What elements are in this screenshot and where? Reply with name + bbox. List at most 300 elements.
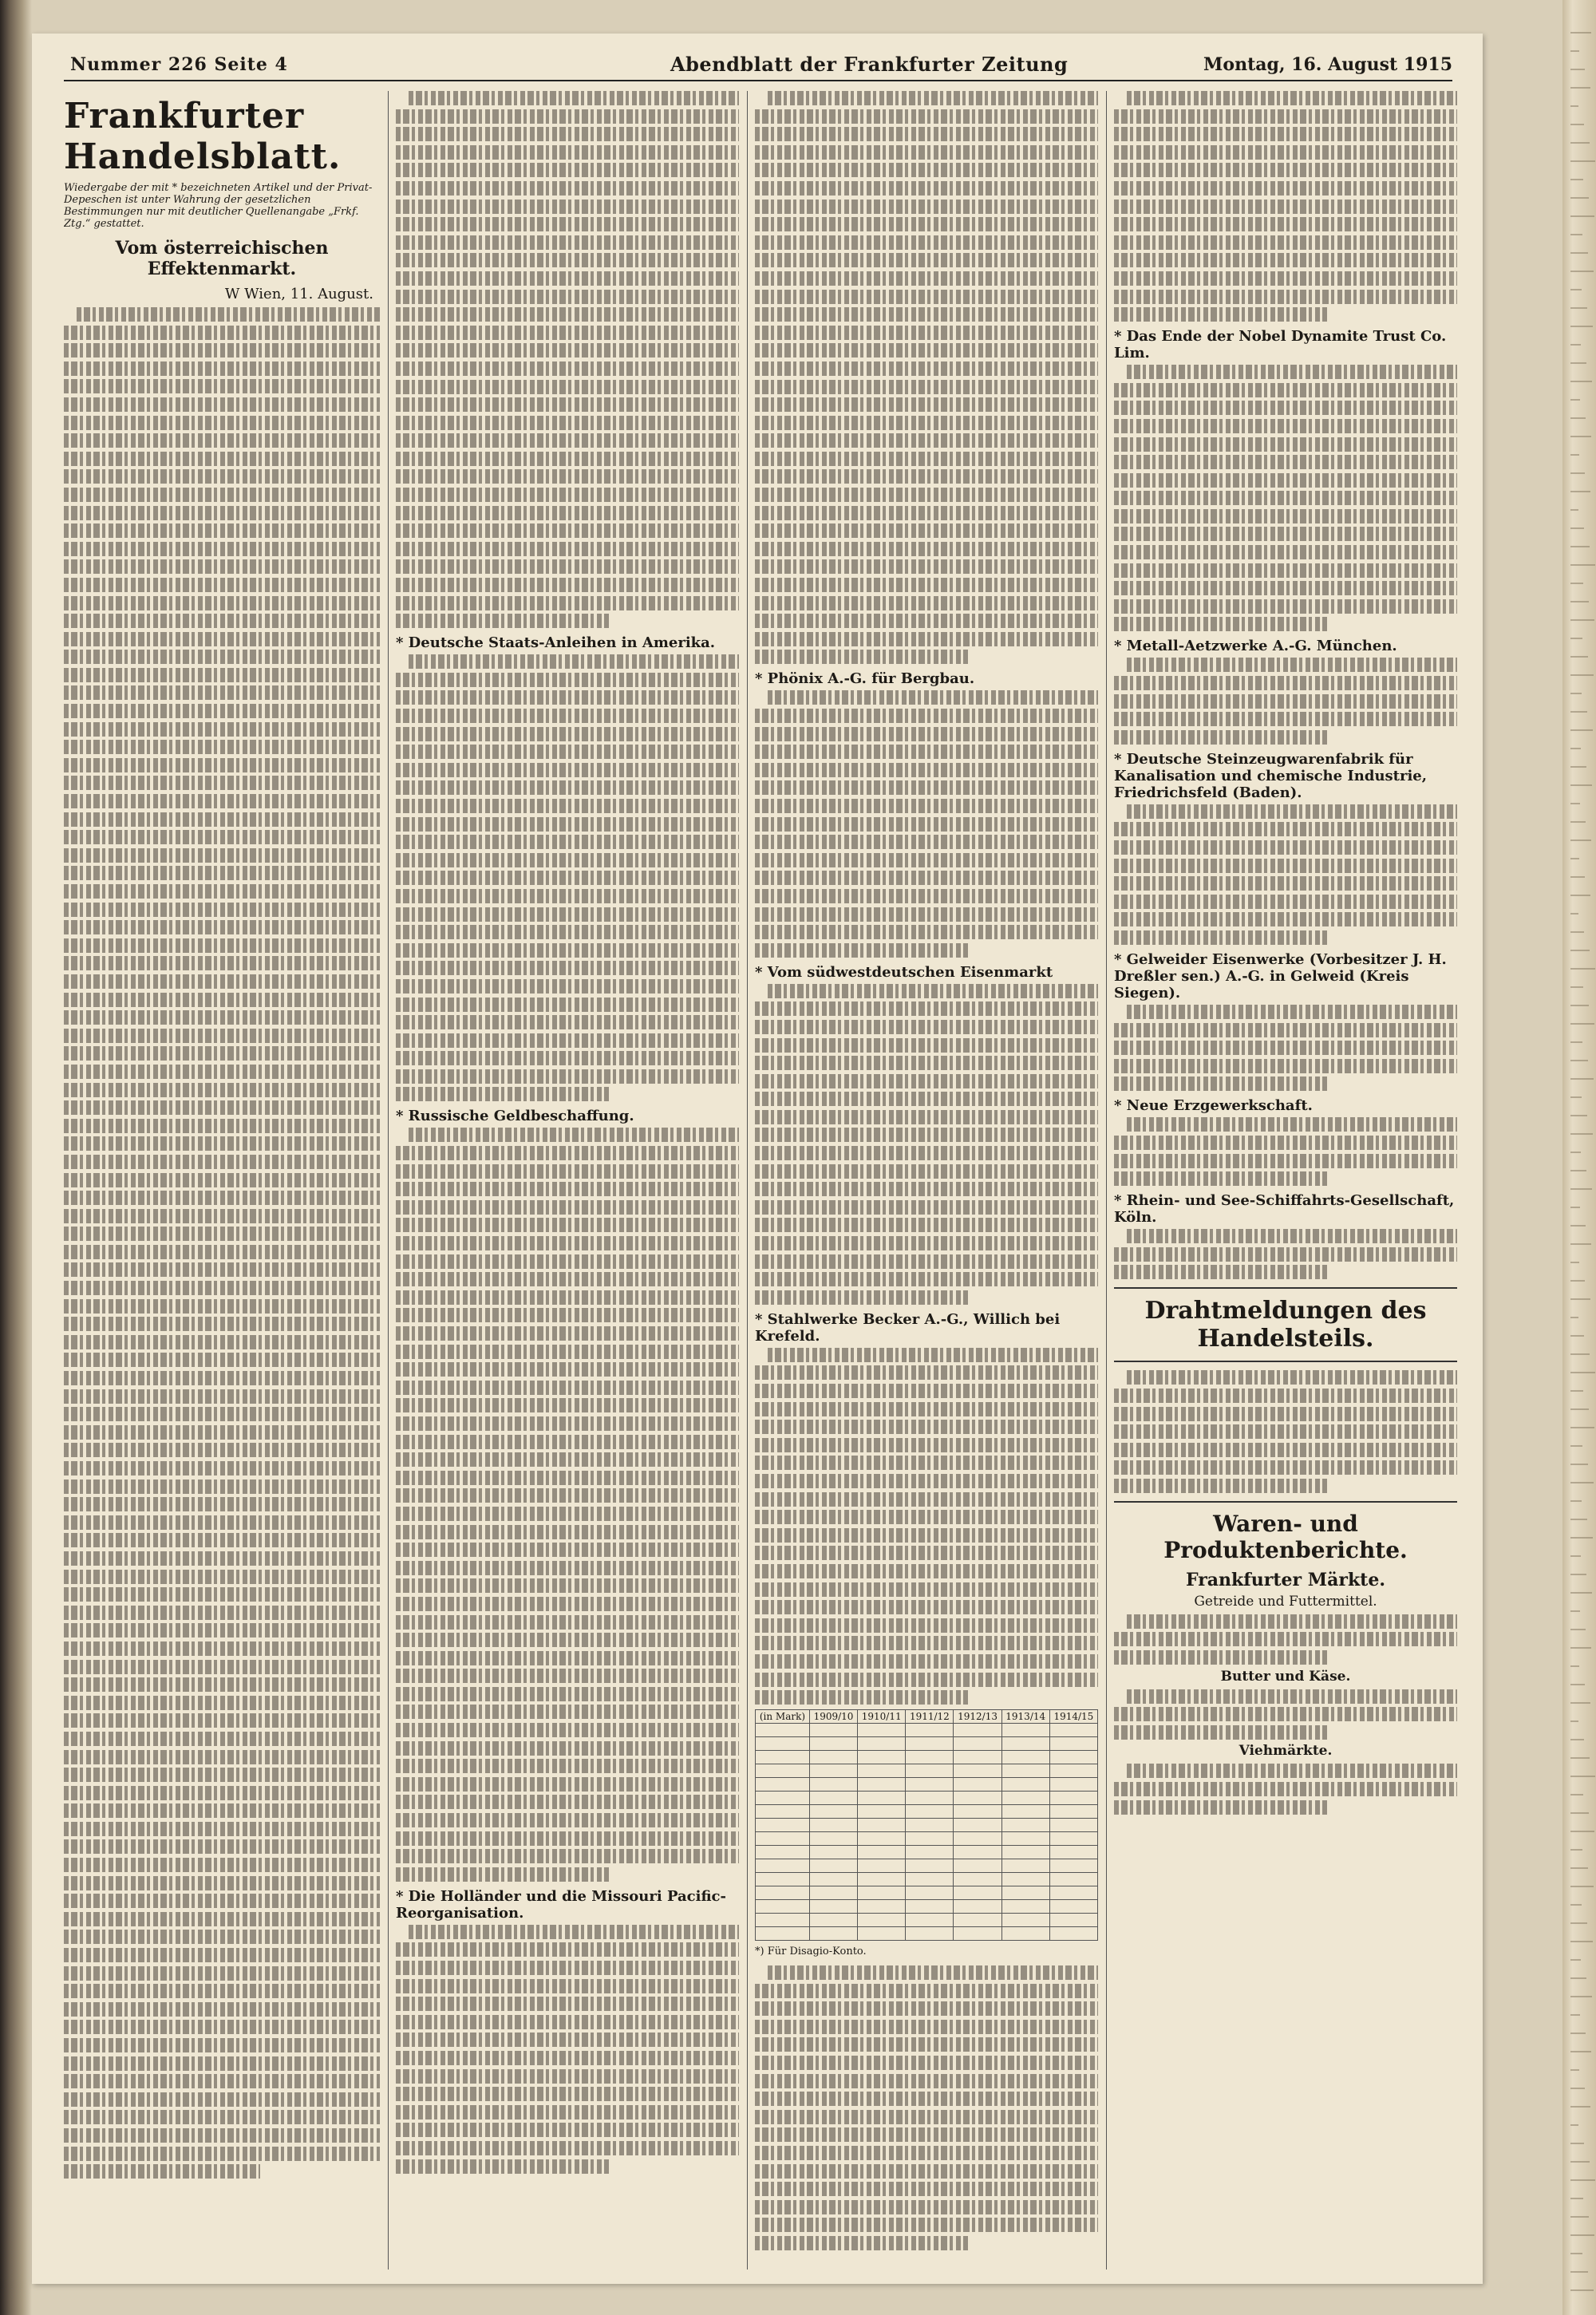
text-line <box>755 943 968 958</box>
text-line <box>396 416 739 430</box>
text-line <box>64 2074 380 2088</box>
adjacent-page-text-line <box>1570 234 1582 235</box>
adjacent-page-text-line <box>1570 674 1594 676</box>
text-line <box>396 326 739 340</box>
text-line <box>64 1894 380 1908</box>
adjacent-page-text-line <box>1570 1390 1583 1392</box>
text-line <box>64 1515 380 1530</box>
text-line <box>755 1984 1098 1998</box>
reprint-note: Wiedergabe der mit * bezeichneten Artikel und der Privat-Depeschen ist unter Wahrung der gesetzlichen Bestimmungen nur mit deutlicher Quellenangabe „Frkf. Ztg.“ gestattet. <box>64 182 373 230</box>
column-rule <box>1106 91 1107 2270</box>
adjacent-page-text-line <box>1570 1280 1585 1282</box>
adjacent-page-text-line <box>1570 160 1595 162</box>
text-line <box>1114 527 1457 541</box>
adjacent-page-text-line <box>1570 50 1579 52</box>
text-line <box>1127 1229 1457 1243</box>
text-line <box>1114 253 1457 267</box>
text-line <box>768 1348 1098 1362</box>
text-line <box>755 1038 1098 1053</box>
text-line <box>396 1961 739 1975</box>
text-line <box>64 2038 380 2052</box>
text-line <box>64 848 380 863</box>
text-line <box>396 2105 739 2119</box>
article-body <box>396 654 739 1101</box>
text-line <box>396 1015 739 1029</box>
text-line <box>64 379 380 393</box>
table-year-header: 1909/10 <box>809 1710 857 1724</box>
text-line <box>768 91 1098 105</box>
text-line <box>1114 1632 1457 1646</box>
text-line <box>1114 1154 1457 1168</box>
adjacent-page-text-line <box>1570 895 1590 896</box>
text-line <box>396 380 739 394</box>
table-unit: (in Mark) <box>756 1710 810 1724</box>
text-line <box>64 416 380 430</box>
text-line <box>396 998 739 1012</box>
text-line <box>755 109 1098 124</box>
table-row <box>756 1927 1098 1941</box>
text-line <box>64 1858 380 1872</box>
text-line <box>64 1497 380 1511</box>
text-line <box>64 1083 380 1097</box>
text-line <box>755 1056 1098 1070</box>
text-line <box>64 650 380 664</box>
text-line <box>396 235 739 250</box>
text-line <box>1114 383 1457 397</box>
text-line <box>1114 1424 1457 1439</box>
text-line <box>755 542 1098 556</box>
text-line <box>755 1074 1098 1088</box>
adjacent-page-text-line <box>1570 105 1578 107</box>
text-line <box>64 632 380 646</box>
text-line <box>755 200 1098 214</box>
text-line <box>64 343 380 358</box>
text-line <box>396 907 739 922</box>
article-body <box>1114 1370 1457 1493</box>
adjacent-page-text-line <box>1570 1720 1578 1722</box>
adjacent-page-text-line <box>1570 417 1586 419</box>
text-line <box>396 1561 739 1575</box>
adjacent-page-text-line <box>1570 1849 1582 1851</box>
text-line <box>755 380 1098 394</box>
adjacent-page-text-line <box>1570 179 1583 180</box>
table-year-header: 1911/12 <box>906 1710 954 1724</box>
text-line <box>396 2141 739 2155</box>
adjacent-page-text-line <box>1570 252 1588 254</box>
text-line <box>1114 491 1457 505</box>
adjacent-page-text-line <box>1570 1078 1594 1080</box>
text-line <box>755 1600 1098 1614</box>
text-line <box>396 871 739 885</box>
text-line <box>755 745 1098 759</box>
text-line <box>64 956 380 970</box>
adjacent-page-text-line <box>1570 1739 1584 1740</box>
adjacent-page-text-line <box>1570 436 1591 437</box>
text-line <box>755 1092 1098 1106</box>
text-line <box>755 2182 1098 2196</box>
text-line <box>64 1173 380 1187</box>
text-line <box>64 974 380 989</box>
text-line <box>396 523 739 538</box>
text-line <box>755 397 1098 412</box>
column-rule <box>747 91 748 2270</box>
adjacent-page-text-line <box>1570 124 1584 125</box>
text-line <box>1114 876 1457 891</box>
text-line <box>755 343 1098 358</box>
article-headline: * Metall-Aetzwerke A.-G. München. <box>1114 638 1397 655</box>
text-line <box>64 1551 380 1566</box>
text-line <box>755 1510 1098 1524</box>
section-divider <box>1114 1361 1457 1362</box>
text-line <box>396 181 739 196</box>
adjacent-page-text-line <box>1570 1665 1579 1667</box>
text-line <box>64 1299 380 1314</box>
text-line <box>1114 307 1327 322</box>
sub-headline: Viehmärkte. <box>1238 1743 1333 1760</box>
adjacent-page-text-line <box>1570 1776 1595 1777</box>
adjacent-page-text-line <box>1570 32 1591 34</box>
adjacent-page-text-line <box>1570 2124 1578 2126</box>
text-line <box>396 673 739 687</box>
table-row <box>756 1873 1098 1886</box>
article-body <box>64 307 380 2179</box>
text-line <box>64 2002 380 2017</box>
text-line <box>396 614 609 628</box>
text-line <box>1114 437 1457 452</box>
text-line <box>755 650 968 664</box>
text-line <box>396 1254 739 1269</box>
text-line <box>396 835 739 849</box>
adjacent-page-text-line <box>1570 1152 1581 1153</box>
text-line <box>396 1326 739 1341</box>
text-line <box>64 685 380 700</box>
adjacent-page-text-line <box>1570 2161 1590 2163</box>
text-line <box>755 889 1098 903</box>
text-line <box>409 654 739 669</box>
text-line <box>1114 1171 1327 1186</box>
text-line <box>396 1033 739 1048</box>
text-line <box>755 2200 1098 2214</box>
adjacent-page-text-line <box>1570 1959 1581 1961</box>
text-line <box>396 961 739 975</box>
adjacent-page-text-line <box>1570 1023 1594 1025</box>
text-line <box>755 2236 968 2250</box>
article-body <box>755 984 1098 1305</box>
text-line <box>64 1930 380 1944</box>
text-line <box>64 2164 260 2179</box>
text-line <box>64 1839 380 1854</box>
sub-headline: Getreide und Futtermittel. <box>1194 1593 1377 1610</box>
text-line <box>396 1997 739 2011</box>
table-row <box>756 1832 1098 1846</box>
text-line <box>396 2033 739 2047</box>
text-line <box>396 817 739 832</box>
text-line <box>396 596 739 610</box>
text-line <box>1114 930 1327 945</box>
text-line <box>64 2128 380 2143</box>
table-year-header: 1910/11 <box>858 1710 906 1724</box>
table-row <box>756 1900 1098 1914</box>
text-line <box>396 979 739 994</box>
adjacent-page-text-line <box>1570 748 1581 749</box>
article-headline: * Vom südwestdeutschen Eisenmarkt <box>755 963 1053 981</box>
text-line <box>1114 1023 1457 1037</box>
text-line <box>64 1353 380 1367</box>
text-line <box>1114 1265 1327 1279</box>
text-line <box>1127 1117 1457 1132</box>
text-line <box>396 925 739 939</box>
text-line <box>396 2051 739 2065</box>
text-line <box>64 1046 380 1061</box>
text-line <box>755 1618 1098 1633</box>
text-line <box>64 1786 380 1800</box>
text-line <box>755 559 1098 574</box>
text-line <box>396 2069 739 2084</box>
sub-headline: Frankfurter Märkte. <box>1185 1569 1386 1590</box>
adjacent-page-text-line <box>1570 2014 1580 2016</box>
text-line <box>64 1948 380 1962</box>
adjacent-page-text-line <box>1570 638 1582 639</box>
text-line <box>396 109 739 124</box>
text-line <box>755 614 1098 628</box>
text-line <box>755 2092 1098 2106</box>
adjacent-page-text-line <box>1570 1188 1592 1190</box>
text-line <box>64 523 380 538</box>
text-line <box>396 1200 739 1215</box>
adjacent-page-text-line <box>1570 968 1595 970</box>
text-line <box>755 488 1098 502</box>
adjacent-page-text-line <box>1570 1464 1588 1465</box>
table-row <box>756 1792 1098 1805</box>
text-line <box>64 1696 380 1710</box>
adjacent-page-text-line <box>1570 986 1583 988</box>
article-body <box>1114 365 1457 631</box>
text-line <box>396 1218 739 1232</box>
adjacent-page-text-line <box>1570 1684 1585 1685</box>
table-row <box>756 1886 1098 1900</box>
adjacent-page-text-line <box>1570 1574 1586 1575</box>
text-line <box>396 2087 739 2101</box>
adjacent-page-text-line <box>1570 839 1591 841</box>
text-line <box>1114 401 1457 415</box>
text-line <box>396 1308 739 1322</box>
text-line <box>1114 1460 1457 1475</box>
adjacent-page-text-line <box>1570 87 1590 89</box>
text-line <box>1114 676 1457 690</box>
text-line <box>755 271 1098 286</box>
text-line <box>64 740 380 754</box>
text-line <box>396 1651 739 1665</box>
text-line <box>396 163 739 177</box>
text-line <box>64 1479 380 1494</box>
text-line <box>755 1365 1098 1380</box>
text-line <box>755 2056 1098 2070</box>
adjacent-page-text-line <box>1570 1867 1588 1869</box>
text-line <box>64 1029 380 1043</box>
text-line <box>64 758 380 772</box>
adjacent-page-text-line <box>1570 693 1582 694</box>
text-line <box>755 127 1098 141</box>
table-row <box>756 1751 1098 1764</box>
text-line <box>755 1456 1098 1470</box>
text-line <box>64 1461 380 1476</box>
adjacent-page-text-line <box>1570 583 1583 584</box>
article-body <box>755 1348 1098 1705</box>
text-line <box>1114 163 1457 177</box>
text-line <box>755 799 1098 813</box>
adjacent-page-text-line <box>1570 472 1585 474</box>
adjacent-page-text-line <box>1570 307 1587 309</box>
article-body <box>1114 1229 1457 1279</box>
text-line <box>396 1398 739 1412</box>
article-headline: * Neue Erzgewerkschaft. <box>1114 1097 1313 1115</box>
text-line <box>755 1582 1098 1597</box>
text-line <box>755 1546 1098 1560</box>
article-headline: Vom österreichischen Effektenmarkt. <box>115 238 329 279</box>
article-headline: * Deutsche Staats-Anleihen in Amerika. <box>396 634 716 652</box>
section-title: Waren- und Produktenberichte. <box>1163 1510 1408 1563</box>
text-line <box>755 1564 1098 1578</box>
table-row <box>756 1805 1098 1819</box>
text-line <box>755 835 1098 849</box>
text-line <box>1114 509 1457 523</box>
text-line <box>64 1443 380 1457</box>
financial-table <box>755 1709 1098 1941</box>
text-line <box>64 614 380 628</box>
table-row <box>756 1778 1098 1792</box>
table-footnote: *) Für Disagio-Konto. <box>755 1946 867 1958</box>
adjacent-page-text-line <box>1570 711 1587 713</box>
adjacent-page-text-line <box>1570 729 1593 731</box>
text-line <box>755 235 1098 250</box>
adjacent-page-text-line <box>1570 1500 1582 1502</box>
text-line <box>1127 1005 1457 1019</box>
text-line <box>64 1587 380 1602</box>
text-line <box>755 253 1098 267</box>
text-line <box>64 1570 380 1584</box>
adjacent-page-text-line <box>1570 1115 1587 1116</box>
text-line <box>1114 694 1457 709</box>
text-line <box>1114 895 1457 909</box>
text-line <box>64 326 380 340</box>
text-line <box>1114 200 1457 214</box>
adjacent-page-text-line <box>1570 656 1588 658</box>
text-line <box>64 1803 380 1818</box>
text-line <box>396 1435 739 1449</box>
text-line <box>396 727 739 741</box>
text-line <box>755 632 1098 646</box>
text-line <box>396 2159 609 2174</box>
text-line <box>64 1425 380 1440</box>
text-line <box>755 217 1098 231</box>
column-4 <box>1114 91 1457 2277</box>
text-line <box>755 290 1098 304</box>
text-line <box>1114 1725 1327 1740</box>
adjacent-page-text-line <box>1570 289 1582 290</box>
adjacent-page-text-line <box>1570 1794 1583 1796</box>
text-line <box>1114 1136 1457 1150</box>
text-line <box>1114 235 1457 250</box>
text-line <box>755 727 1098 741</box>
text-line <box>396 943 739 958</box>
text-line <box>768 1965 1098 1980</box>
text-line <box>755 1200 1098 1215</box>
masthead <box>64 48 1452 81</box>
adjacent-page-text-line <box>1570 1610 1580 1612</box>
text-line <box>396 1488 739 1503</box>
text-line <box>396 488 739 502</box>
table-year-header: 1914/15 <box>1049 1710 1097 1724</box>
adjacent-page-text-line <box>1570 2198 1583 2199</box>
adjacent-page-text-line <box>1570 527 1584 529</box>
text-line <box>1114 545 1457 559</box>
text-line <box>396 1723 739 1737</box>
adjacent-page-text-line <box>1570 2271 1588 2273</box>
adjacent-page-text-line <box>1570 1904 1582 1906</box>
text-line <box>1127 91 1457 105</box>
text-line <box>1114 617 1327 631</box>
text-line <box>755 1402 1098 1416</box>
adjacent-page-text-line <box>1570 344 1581 346</box>
adjacent-page-text-line <box>1570 2069 1579 2071</box>
text-line <box>1127 1370 1457 1385</box>
column-2 <box>396 91 739 2277</box>
text-line <box>755 181 1098 196</box>
text-line <box>755 1254 1098 1269</box>
text-line <box>64 578 380 592</box>
section-divider <box>1114 1501 1457 1503</box>
text-line <box>755 163 1098 177</box>
text-line <box>755 1690 968 1705</box>
text-line <box>1114 127 1457 141</box>
text-line <box>64 1641 380 1656</box>
text-line <box>396 343 739 358</box>
text-line <box>64 1822 380 1836</box>
adjacent-page-text-line <box>1570 1482 1594 1483</box>
text-line <box>64 1966 380 1981</box>
text-line <box>396 127 739 141</box>
adjacent-page-text-line <box>1570 564 1595 566</box>
text-line <box>1114 912 1457 926</box>
table-row <box>756 1737 1098 1751</box>
text-line <box>1127 365 1457 379</box>
text-line <box>396 2123 739 2137</box>
adjacent-page-text-line <box>1570 2289 1594 2291</box>
article-headline: * Stahlwerke Becker A.-G., Willich bei Krefeld. <box>755 1310 1061 1345</box>
adjacent-page-text-line <box>1570 1225 1586 1227</box>
text-line <box>64 830 380 844</box>
adjacent-page-text-line <box>1570 2253 1582 2254</box>
text-line <box>1114 1407 1457 1421</box>
text-line <box>755 907 1098 922</box>
text-line <box>64 866 380 880</box>
text-line <box>1114 145 1457 160</box>
text-line <box>1127 1764 1457 1778</box>
text-line <box>396 1979 739 1993</box>
table-row <box>756 1859 1098 1873</box>
text-line <box>755 1146 1098 1160</box>
adjacent-page-text-line <box>1570 1133 1593 1135</box>
text-line <box>64 1209 380 1223</box>
adjacent-page-text-line <box>1570 1207 1580 1208</box>
adjacent-page-text-line <box>1570 2179 1595 2181</box>
text-line <box>396 433 739 448</box>
text-line <box>396 1633 739 1647</box>
text-line <box>1127 1614 1457 1629</box>
text-line <box>1114 563 1457 578</box>
text-line <box>64 2092 380 2107</box>
text-line <box>396 1362 739 1377</box>
